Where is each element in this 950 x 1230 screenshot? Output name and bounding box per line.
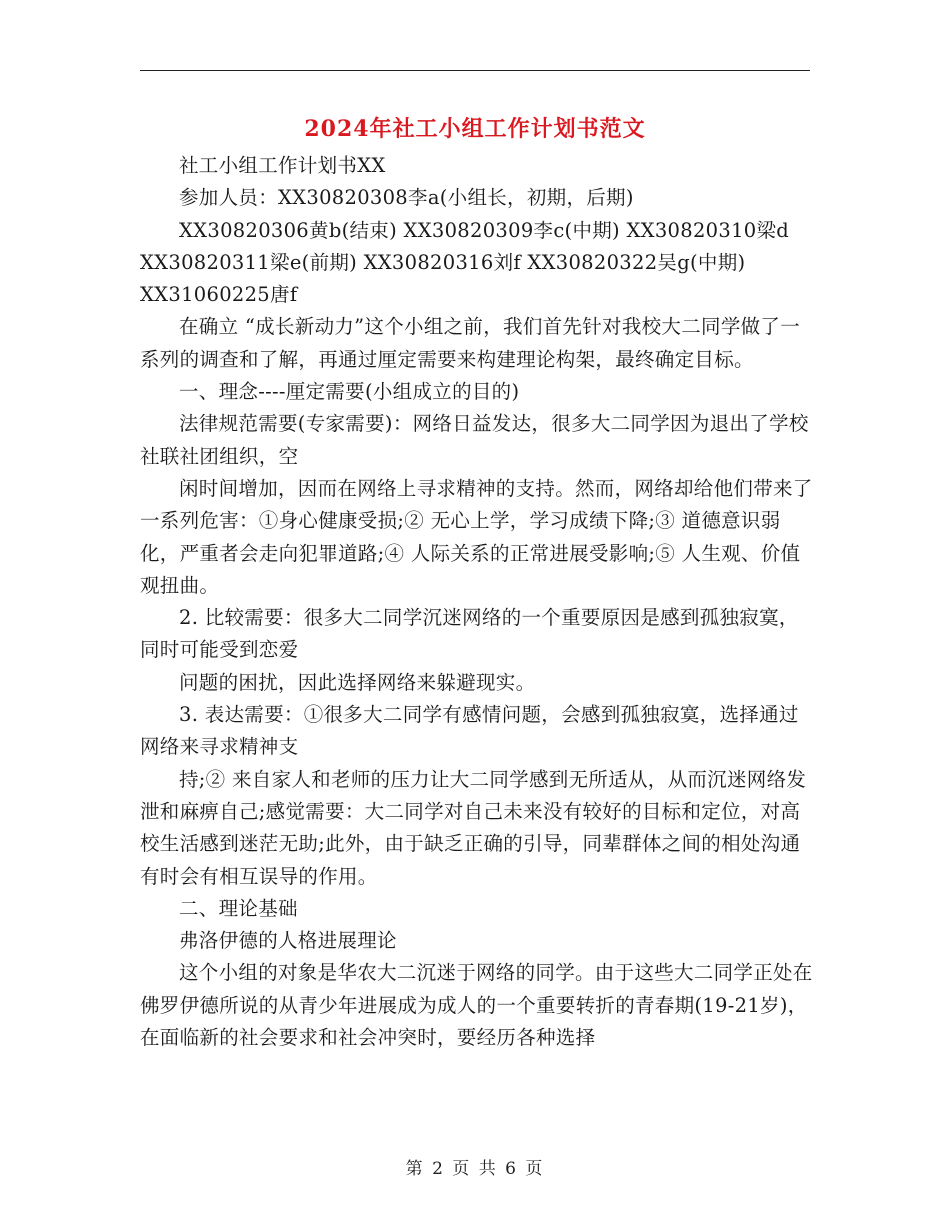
subheading: 弗洛伊德的人格进展理论 bbox=[179, 929, 397, 953]
paragraph: 持;② 来自家人和老师的压力让大二同学感到无所适从，从而沉迷网络发泄和麻痹自己;感觉需要：大二同学对自己未来没有较好的目标和定位，对高校生活感到迷茫无助;此外，由于缺乏正确的引导，同辈群体之间的相处沟通有时会有相互误导的作用。 bbox=[140, 767, 807, 888]
paragraph: 闲时间增加，因而在网络上寻求精神的支持。然而，网络却给他们带来了一系列危害：①身心健康受损;② 无心上学，学习成绩下降;③ 道德意识弱化，严重者会走向犯罪道路;④ 人际关系的正常进展受影响;⑤ 人生观、价值观扭曲。 bbox=[140, 476, 813, 597]
paragraph: 参加人员：XX30820308李a(小组长，初期，后期) bbox=[179, 186, 634, 210]
paragraph: 问题的困扰，因此选择网络来躲避现实。 bbox=[179, 670, 536, 694]
paragraph: XX30820306黄b(结束) XX30820309李c(中期) XX30820310梁d XX30820311梁e(前期) XX30820316刘f XX30820322吴g(中期) XX31060225唐f bbox=[140, 218, 790, 307]
paragraph: 2. 比较需要：很多大二同学沉迷网络的一个重要原因是感到孤独寂寞，同时可能受到恋爱 bbox=[140, 606, 799, 662]
paragraph: 社工小组工作计划书XX bbox=[179, 154, 386, 177]
section-heading: 二、理论基础 bbox=[179, 896, 298, 920]
section-heading: 一、理念----厘定需要(小组成立的目的) bbox=[179, 380, 520, 404]
header-rule bbox=[140, 70, 810, 71]
paragraph: 3. 表达需要：①很多大二同学有感情问题，会感到孤独寂寞，选择通过网络来寻求精神支 bbox=[140, 703, 799, 759]
paragraph: 在确立 “成长新动力”这个小组之前，我们首先针对我校大二同学做了一系列的调查和了解，再通过厘定需要来构建理论构架，最终确定目标。 bbox=[140, 315, 801, 371]
document-body bbox=[140, 150, 815, 1054]
document-title: 2024年社工小组工作计划书范文 bbox=[304, 116, 646, 142]
paragraph: 法律规范需要(专家需要)：网络日益发达，很多大二同学因为退出了学校社联社团组织，空 bbox=[140, 412, 809, 468]
paragraph: 这个小组的对象是华农大二沉迷于网络的同学。由于这些大二同学正处在佛罗伊德所说的从青少年进展成为成人的一个重要转折的青春期(19-21岁)，在面临新的社会要求和社会冲突时，要经历各种选择 bbox=[140, 961, 813, 1050]
page-number: 第 2 页 共 6 页 bbox=[405, 1159, 545, 1179]
